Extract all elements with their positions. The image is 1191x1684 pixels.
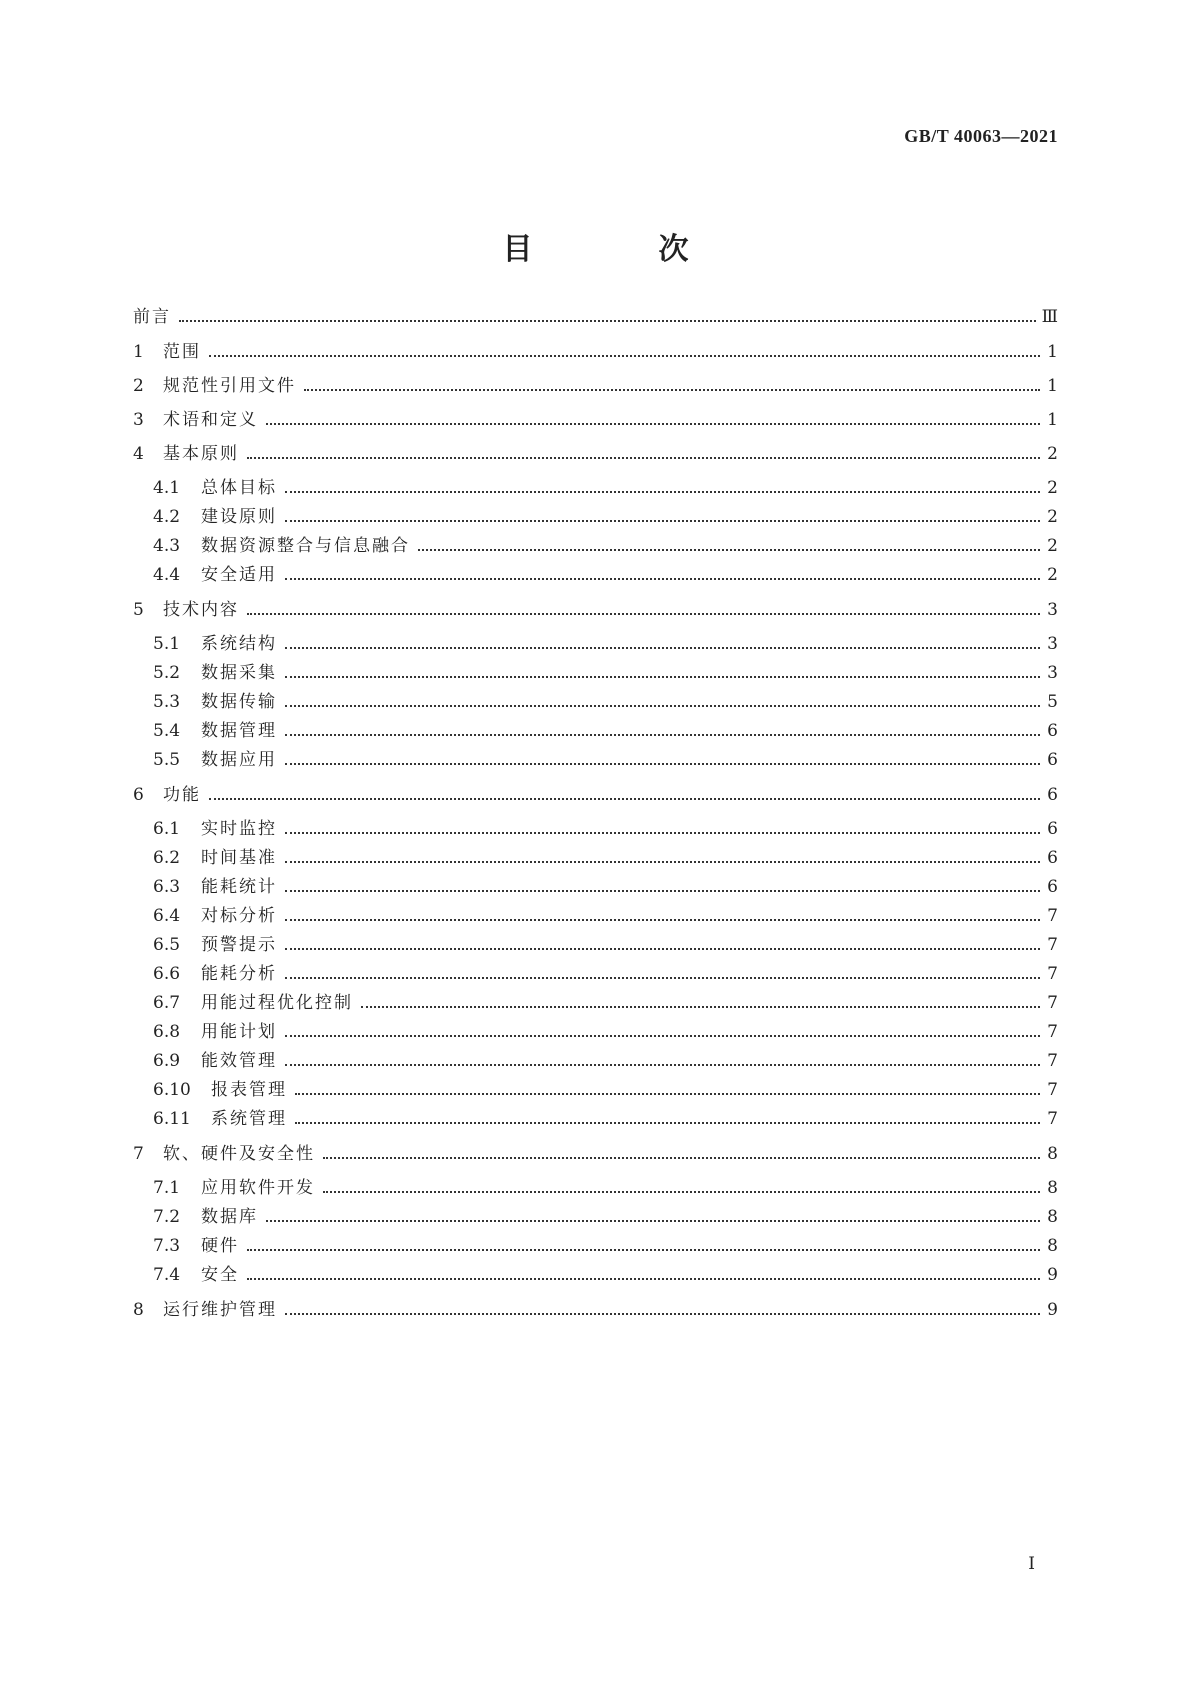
toc-entry-title: 硬件 [201, 1236, 239, 1256]
dot-leader [285, 889, 1040, 892]
dot-leader [323, 1190, 1040, 1193]
toc-entry[interactable] [133, 632, 1058, 656]
toc-entry-title: 技术内容 [163, 600, 239, 620]
toc-entry-number: 1 [133, 342, 144, 362]
toc-entry-number: 6.3 [153, 877, 181, 897]
toc-entry-title: 用能过程优化控制 [201, 993, 353, 1013]
toc-entry-title: 数据管理 [201, 721, 277, 741]
toc-entry-page: 7 [1047, 1080, 1058, 1100]
toc-entry-number: 4 [133, 444, 144, 464]
toc-entry[interactable] [133, 408, 1058, 432]
toc-entry-page: 6 [1047, 785, 1058, 805]
dot-leader [418, 548, 1040, 551]
toc-entry-page: 2 [1047, 565, 1058, 585]
toc-entry-page: 7 [1047, 1109, 1058, 1129]
toc-entry[interactable] [133, 1176, 1058, 1200]
toc-entry-number: 7.1 [153, 1178, 181, 1198]
standard-code: GB/T 40063—2021 [904, 126, 1058, 146]
toc-entry-title: 安全 [201, 1265, 239, 1285]
toc-entry[interactable] [133, 783, 1058, 807]
toc-entry-number: 6.7 [153, 993, 181, 1013]
toc-entry-number: 4.4 [153, 565, 181, 585]
toc-entry-title: 建设原则 [201, 507, 277, 527]
toc-entry-number: 7.4 [153, 1265, 181, 1285]
toc-entry[interactable] [133, 1078, 1058, 1102]
toc-entry-number: 6.6 [153, 964, 181, 984]
toc-entry-page: 2 [1047, 444, 1058, 464]
toc-entry-page: 6 [1047, 877, 1058, 897]
toc-entry-number: 4.2 [153, 507, 181, 527]
dot-leader [285, 733, 1040, 736]
toc-entry-number: 5.2 [153, 663, 181, 683]
toc-entry-title: 能效管理 [201, 1051, 277, 1071]
toc-entry-page: 1 [1047, 376, 1058, 396]
toc-entry[interactable] [133, 933, 1058, 957]
toc-entry-number: 5.4 [153, 721, 181, 741]
toc-entry-page: 3 [1047, 600, 1058, 620]
dot-leader [295, 1092, 1040, 1095]
toc-entry-number: 6.1 [153, 819, 181, 839]
dot-leader [179, 319, 1036, 322]
toc-entry-title: 时间基准 [201, 848, 277, 868]
table-of-contents [133, 0, 1058, 1684]
toc-entry[interactable] [133, 374, 1058, 398]
toc-entry[interactable] [133, 748, 1058, 772]
toc-entry[interactable] [133, 962, 1058, 986]
toc-entry-title: 系统管理 [211, 1109, 287, 1129]
toc-entry[interactable] [133, 1205, 1058, 1229]
toc-entry-page: 8 [1047, 1236, 1058, 1256]
dot-leader [247, 456, 1040, 459]
dot-leader [285, 831, 1040, 834]
toc-entry-title: 实时监控 [201, 819, 277, 839]
toc-entry-page: 3 [1047, 634, 1058, 654]
toc-entry-page: 8 [1047, 1144, 1058, 1164]
toc-entry-page: 6 [1047, 848, 1058, 868]
toc-entry-page: 6 [1047, 819, 1058, 839]
toc-entry-number: 2 [133, 376, 144, 396]
toc-entry[interactable] [133, 1142, 1058, 1166]
toc-entry-number: 6.10 [153, 1080, 191, 1100]
toc-entry-number: 6.2 [153, 848, 181, 868]
toc-entry-page: 7 [1047, 1022, 1058, 1042]
toc-entry-page: 6 [1047, 721, 1058, 741]
dot-leader [285, 577, 1040, 580]
toc-entry-number: 3 [133, 410, 144, 430]
toc-entry-page: 2 [1047, 478, 1058, 498]
dot-leader [247, 1248, 1040, 1251]
toc-entry-number: 6.9 [153, 1051, 181, 1071]
toc-entry[interactable] [133, 534, 1058, 558]
dot-leader [209, 354, 1040, 357]
toc-entry-page: 7 [1047, 1051, 1058, 1071]
toc-entry-page: 9 [1047, 1265, 1058, 1285]
toc-entry-page: 1 [1047, 342, 1058, 362]
dot-leader [266, 1219, 1040, 1222]
toc-entry-title: 基本原则 [163, 444, 239, 464]
toc-entry-title: 规范性引用文件 [163, 376, 296, 396]
toc-entry-number: 8 [133, 1300, 144, 1320]
toc-entry-number: 4.1 [153, 478, 181, 498]
toc-entry-page: 2 [1047, 536, 1058, 556]
toc-entry[interactable] [133, 1049, 1058, 1073]
toc-entry[interactable] [133, 875, 1058, 899]
toc-entry[interactable] [133, 817, 1058, 841]
toc-entry-page: 7 [1047, 993, 1058, 1013]
toc-entry-title: 安全适用 [201, 565, 277, 585]
dot-leader [285, 762, 1040, 765]
toc-entry[interactable] [133, 1020, 1058, 1044]
toc-entry-number: 7 [133, 1144, 144, 1164]
dot-leader [285, 1312, 1040, 1315]
toc-entry[interactable] [133, 1298, 1058, 1322]
dot-leader [285, 976, 1040, 979]
toc-entry-title: 应用软件开发 [201, 1178, 315, 1198]
dot-leader [209, 797, 1040, 800]
dot-leader [266, 422, 1040, 425]
toc-entry-title: 术语和定义 [163, 410, 258, 430]
toc-entry[interactable] [133, 1107, 1058, 1131]
toc-entry-title: 能耗统计 [201, 877, 277, 897]
dot-leader [285, 675, 1040, 678]
toc-entry-number: 5.3 [153, 692, 181, 712]
toc-entry[interactable] [133, 719, 1058, 743]
toc-entry-page: 7 [1047, 906, 1058, 926]
toc-entry-page: 2 [1047, 507, 1058, 527]
toc-entry-page: 9 [1047, 1300, 1058, 1320]
dot-leader [285, 947, 1040, 950]
toc-entry-title: 数据资源整合与信息融合 [201, 536, 410, 556]
toc-entry-page: 6 [1047, 750, 1058, 770]
dot-leader [285, 1034, 1040, 1037]
toc-entry-title: 对标分析 [201, 906, 277, 926]
toc-entry-number: 6 [133, 785, 144, 805]
toc-entry-title: 预警提示 [201, 935, 277, 955]
toc-entry[interactable] [133, 690, 1058, 714]
toc-entry[interactable] [133, 598, 1058, 622]
toc-entry-page: 7 [1047, 964, 1058, 984]
toc-entry-number: 6.4 [153, 906, 181, 926]
toc-entry-number: 4.3 [153, 536, 181, 556]
toc-entry-page: 7 [1047, 935, 1058, 955]
toc-entry-title: 系统结构 [201, 634, 277, 654]
dot-leader [285, 490, 1040, 493]
toc-entry-number: 5.5 [153, 750, 181, 770]
toc-entry-page: 8 [1047, 1207, 1058, 1227]
toc-entry[interactable] [133, 442, 1058, 466]
dot-leader [285, 860, 1040, 863]
toc-entry[interactable] [133, 904, 1058, 928]
dot-leader [304, 388, 1040, 391]
dot-leader [361, 1005, 1040, 1008]
dot-leader [285, 704, 1040, 707]
toc-entry-number: 7.2 [153, 1207, 181, 1227]
toc-entry-page: 1 [1047, 410, 1058, 430]
toc-entry[interactable] [133, 846, 1058, 870]
dot-leader [285, 918, 1040, 921]
toc-entry[interactable] [133, 991, 1058, 1015]
page-number: I [1028, 1554, 1035, 1574]
toc-entry-page: 8 [1047, 1178, 1058, 1198]
toc-entry[interactable] [133, 661, 1058, 685]
toc-entry-title: 总体目标 [201, 478, 277, 498]
toc-entry-title: 运行维护管理 [163, 1300, 277, 1320]
toc-entry[interactable] [133, 563, 1058, 587]
toc-entry-number: 7.3 [153, 1236, 181, 1256]
toc-entry-title: 数据采集 [201, 663, 277, 683]
toc-entry-number: 6.5 [153, 935, 181, 955]
toc-entry-title: 前言 [133, 307, 171, 327]
toc-entry-page: 5 [1047, 692, 1058, 712]
dot-leader [285, 646, 1040, 649]
toc-entry-title: 能耗分析 [201, 964, 277, 984]
toc-entry[interactable] [133, 1263, 1058, 1287]
toc-entry-title: 数据应用 [201, 750, 277, 770]
toc-entry-page: 3 [1047, 663, 1058, 683]
dot-leader [285, 519, 1040, 522]
toc-entry-title: 范围 [163, 342, 201, 362]
toc-entry-title: 报表管理 [211, 1080, 287, 1100]
toc-entry-title: 软、硬件及安全性 [163, 1144, 315, 1164]
toc-entry[interactable] [133, 1234, 1058, 1258]
toc-entry-title: 用能计划 [201, 1022, 277, 1042]
dot-leader [295, 1121, 1040, 1124]
dot-leader [285, 1063, 1040, 1066]
toc-entry-page: Ⅲ [1041, 307, 1058, 327]
toc-entry[interactable] [133, 505, 1058, 529]
toc-entry-title: 数据库 [201, 1207, 258, 1227]
dot-leader [247, 1277, 1040, 1280]
toc-entry[interactable] [133, 340, 1058, 364]
toc-entry-number: 5.1 [153, 634, 181, 654]
toc-entry-number: 6.8 [153, 1022, 181, 1042]
toc-entry-number: 5 [133, 600, 144, 620]
toc-entry-number: 6.11 [153, 1109, 191, 1129]
toc-title: 目 次 [502, 232, 737, 267]
toc-entry[interactable] [133, 476, 1058, 500]
dot-leader [247, 612, 1040, 615]
toc-entry-title: 功能 [163, 785, 201, 805]
toc-entry[interactable] [133, 305, 1058, 329]
toc-entry-title: 数据传输 [201, 692, 277, 712]
dot-leader [323, 1156, 1040, 1159]
